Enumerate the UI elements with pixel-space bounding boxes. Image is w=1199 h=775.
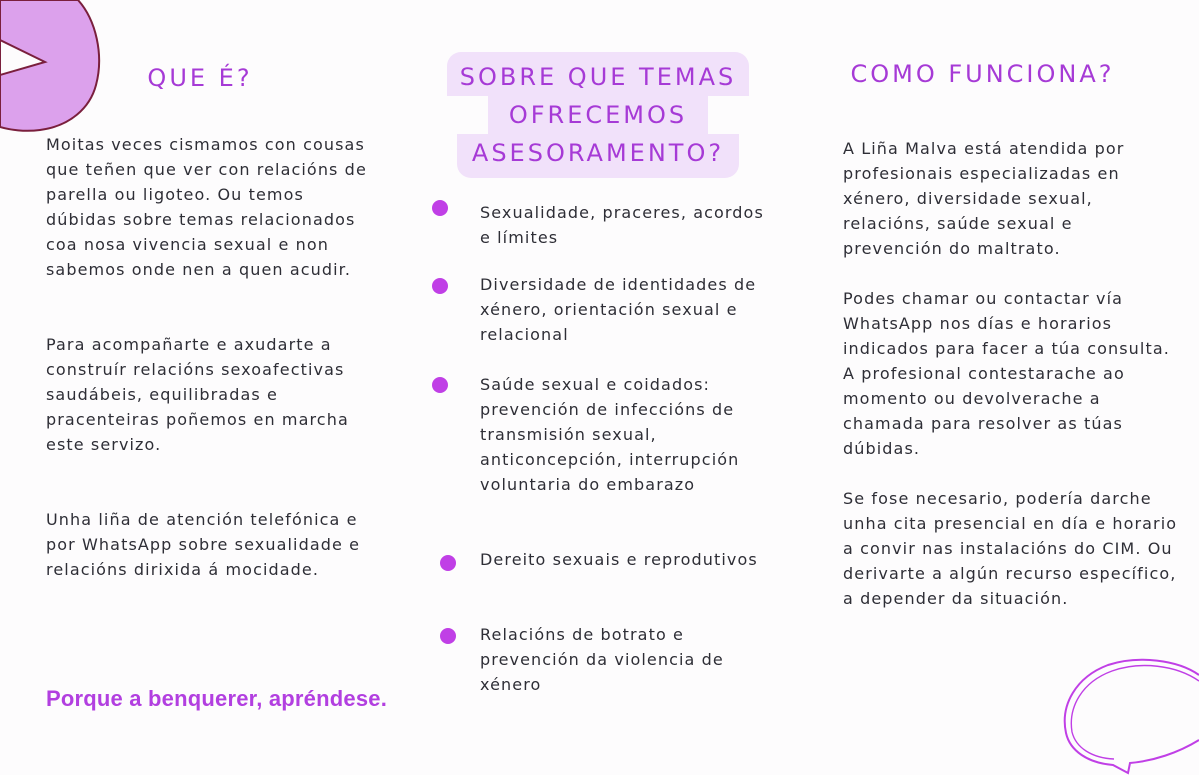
attention-paragraph: A Liña Malva está atendida por profesionais especializadas en xénero, diversidade sexual, relacións, saúde sexual e prevención do maltrato. <box>843 139 1125 258</box>
speech-bubble-decoration-top-left <box>0 0 110 135</box>
que-e-heading: QUE É? <box>147 64 253 92</box>
purpose-paragraph: Para acompañarte e axudarte a construír relacións sexoafectivas saudábeis, equilibradas e pracenteiras poñemos en marcha este servizo. <box>46 335 349 454</box>
topic-text: Saúde sexual e coidados: prevención de infeccións de transmisión sexual, anticoncepción, interrupción voluntaria do embarazo <box>480 375 740 494</box>
bullet-dot-icon <box>432 200 448 216</box>
tagline: Porque a benquerer, apréndese. <box>46 686 388 711</box>
topic-text: Dereito sexuais e reprodutivos <box>480 550 758 569</box>
topics-heading-line-1: SOBRE QUE TEMAS <box>447 52 749 96</box>
bullet-dot-icon <box>432 278 448 294</box>
topics-heading-line-2: OFRECEMOS <box>488 96 708 134</box>
topic-text: Diversidade de identidades de xénero, orientación sexual e relacional <box>480 275 757 344</box>
topic-text: Relacións de botrato e prevención da violencia de xénero <box>480 625 724 694</box>
service-description-paragraph: Unha liña de atención telefónica e por WhatsApp sobre sexualidade e relacións dirixida á mocidade. <box>46 510 361 579</box>
appointment-paragraph: Se fose necesario, podería darche unha cita presencial en día e horario a convir nas instalacións do CIM. Ou derivarte a algún recurso específico, a depender da situación. <box>843 489 1178 608</box>
speech-bubble-decoration-bottom-right <box>1058 655 1199 775</box>
topics-heading-line-3: ASESORAMENTO? <box>457 134 739 178</box>
intro-paragraph: Moitas veces cismamos con cousas que teñen que ver con relacións de parella ou ligoteo. Ou temos dúbidas sobre temas relacionados coa nosa vivencia sexual e non sabemos onde nen a quen acudir. <box>46 135 367 279</box>
topic-text: Sexualidade, praceres, acordos e límites <box>480 203 764 247</box>
bullet-dot-icon <box>440 555 456 571</box>
contact-paragraph: Podes chamar ou contactar vía WhatsApp nos días e horarios indicados para facer a túa consulta. A profesional contestarache ao momento ou devolverache a chamada para resolver as túas dúbidas. <box>843 289 1170 458</box>
bullet-dot-icon <box>432 377 448 393</box>
topics-heading-box <box>447 52 749 178</box>
como-funciona-heading: COMO FUNCIONA? <box>850 60 1115 88</box>
bullet-dot-icon <box>440 628 456 644</box>
